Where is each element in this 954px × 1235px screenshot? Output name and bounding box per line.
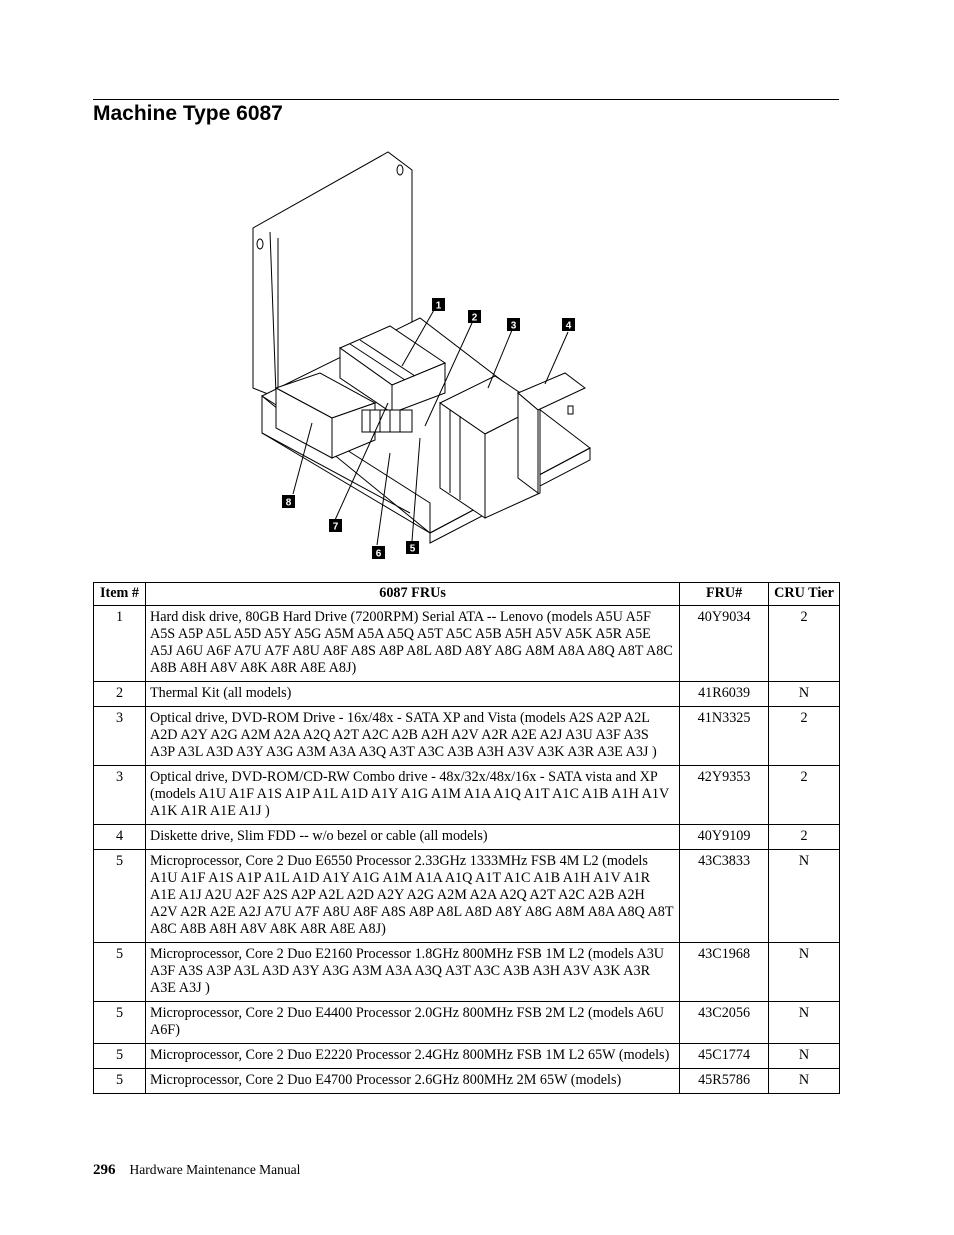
- cell-item: 1: [94, 606, 146, 682]
- callout-2: [468, 310, 481, 324]
- table-row: [94, 850, 840, 943]
- cell-cru-tier: N: [769, 1069, 840, 1094]
- header-cru-tier: CRU Tier: [769, 583, 840, 606]
- table-row: [94, 682, 840, 707]
- cell-fru-number: 41R6039: [680, 682, 769, 707]
- table-row: [94, 1002, 840, 1044]
- svg-text:2: 2: [471, 312, 478, 324]
- table-row: [94, 943, 840, 1002]
- header-frus: 6087 FRUs: [145, 583, 679, 606]
- cell-description: Diskette drive, Slim FDD -- w/o bezel or cable (all models): [145, 825, 679, 850]
- svg-text:7: 7: [332, 521, 339, 533]
- callout-1: [432, 298, 445, 312]
- cell-cru-tier: N: [769, 1044, 840, 1069]
- callout-5: [406, 541, 419, 555]
- table-row: [94, 825, 840, 850]
- cell-fru-number: 40Y9034: [680, 606, 769, 682]
- cell-cru-tier: N: [769, 682, 840, 707]
- cell-item: 5: [94, 1044, 146, 1069]
- cell-item: 2: [94, 682, 146, 707]
- cell-cru-tier: N: [769, 1002, 840, 1044]
- cell-cru-tier: 2: [769, 606, 840, 682]
- cell-fru-number: 40Y9109: [680, 825, 769, 850]
- table-row: [94, 766, 840, 825]
- table-row: [94, 1044, 840, 1069]
- svg-text:3: 3: [510, 320, 517, 332]
- top-rule: [93, 99, 839, 100]
- cell-description: Microprocessor, Core 2 Duo E4400 Processor 2.0GHz 800MHz FSB 2M L2 (models A6U A6F): [145, 1002, 679, 1044]
- cell-item: 5: [94, 1069, 146, 1094]
- cell-cru-tier: 2: [769, 825, 840, 850]
- svg-text:4: 4: [565, 320, 572, 332]
- callout-7: [329, 519, 342, 533]
- cell-fru-number: 45C1774: [680, 1044, 769, 1069]
- table-row: [94, 1069, 840, 1094]
- callout-3: [507, 318, 520, 332]
- cell-cru-tier: N: [769, 850, 840, 943]
- svg-text:6: 6: [375, 548, 382, 560]
- cell-description: Microprocessor, Core 2 Duo E2160 Processor 1.8GHz 800MHz FSB 1M L2 (models A3U A3F A3S A3P A3L A3D A3Y A3G A3M A3A A3Q A3T A3C A3B A3H A3V A3K A3R A3E A3J ): [145, 943, 679, 1002]
- cell-description: Microprocessor, Core 2 Duo E6550 Processor 2.33GHz 1333MHz FSB 4M L2 (models A1U A1F A1S A1P A1L A1D A1Y A1G A1M A1A A1Q A1T A1C A1B A1H A1V A1R A1E A1J A2U A2F A2S A2P A2L A2D A2Y A2G A2M A2A A2Q A2T A2C A2B A2H A2V A2R A2E A2J A7U A7F A8U A8F A8S A8P A8L A8D A8Y A8G A8M A8A A8Q A8T A8C A8B A8H A8V A8K A8R A8E A8J): [145, 850, 679, 943]
- cell-description: Microprocessor, Core 2 Duo E2220 Processor 2.4GHz 800MHz FSB 1M L2 65W (models): [145, 1044, 679, 1069]
- cell-description: Optical drive, DVD-ROM Drive - 16x/48x - SATA XP and Vista (models A2S A2P A2L A2D A2Y A2G A2M A2A A2Q A2T A2C A2B A2H A2V A2R A2E A2J A3U A3F A3S A3P A3L A3D A3Y A3G A3M A3A A3Q A3T A3C A3B A3H A3V A3K A3R A3E A3J ): [145, 707, 679, 766]
- cell-fru-number: 43C2056: [680, 1002, 769, 1044]
- callout-4: [562, 318, 575, 332]
- computer-chassis-illustration: [240, 148, 610, 568]
- svg-text:5: 5: [409, 543, 416, 555]
- cell-description: Hard disk drive, 80GB Hard Drive (7200RPM) Serial ATA -- Lenovo (models A5U A5F A5S A5P A5L A5D A5Y A5G A5M A5A A5Q A5T A5C A5B A5H A5V A5K A5R A5E A5J A6U A6F A7U A7F A8U A8F A8S A8P A8L A8D A8Y A8G A8M A8A A8Q A8T A8C A8B A8H A8V A8K A8R A8E A8J): [145, 606, 679, 682]
- cell-fru-number: 42Y9353: [680, 766, 769, 825]
- cell-fru-number: 45R5786: [680, 1069, 769, 1094]
- cell-fru-number: 43C3833: [680, 850, 769, 943]
- table-row: [94, 606, 840, 682]
- exploded-view-figure: [240, 148, 610, 568]
- callout-8: [282, 495, 295, 509]
- cell-item: 5: [94, 850, 146, 943]
- page-number: 296: [93, 1162, 116, 1178]
- callout-6: [372, 546, 385, 560]
- cell-cru-tier: N: [769, 943, 840, 1002]
- cell-fru-number: 41N3325: [680, 707, 769, 766]
- cell-cru-tier: 2: [769, 766, 840, 825]
- cell-item: 3: [94, 707, 146, 766]
- header-fru-number: FRU#: [680, 583, 769, 606]
- page-title: Machine Type 6087: [93, 102, 283, 125]
- fru-table-header-row: [94, 583, 840, 606]
- cell-description: Optical drive, DVD-ROM/CD-RW Combo drive - 48x/32x/48x/16x - SATA vista and XP (models A1U A1F A1S A1P A1L A1D A1Y A1G A1M A1A A1Q A1T A1C A1B A1H A1V A1K A1R A1E A1J ): [145, 766, 679, 825]
- page-footer: [93, 1162, 300, 1179]
- svg-text:8: 8: [285, 497, 292, 509]
- cell-cru-tier: 2: [769, 707, 840, 766]
- cell-fru-number: 43C1968: [680, 943, 769, 1002]
- cell-description: Thermal Kit (all models): [145, 682, 679, 707]
- svg-text:1: 1: [435, 300, 442, 312]
- cell-item: 3: [94, 766, 146, 825]
- cell-item: 4: [94, 825, 146, 850]
- cell-item: 5: [94, 943, 146, 1002]
- cell-item: 5: [94, 1002, 146, 1044]
- fru-table-body: [94, 606, 840, 1094]
- manual-title: Hardware Maintenance Manual: [129, 1162, 301, 1177]
- cell-description: Microprocessor, Core 2 Duo E4700 Processor 2.6GHz 800MHz 2M 65W (models): [145, 1069, 679, 1094]
- table-row: [94, 707, 840, 766]
- fru-table: [93, 582, 840, 1094]
- header-item: Item #: [94, 583, 146, 606]
